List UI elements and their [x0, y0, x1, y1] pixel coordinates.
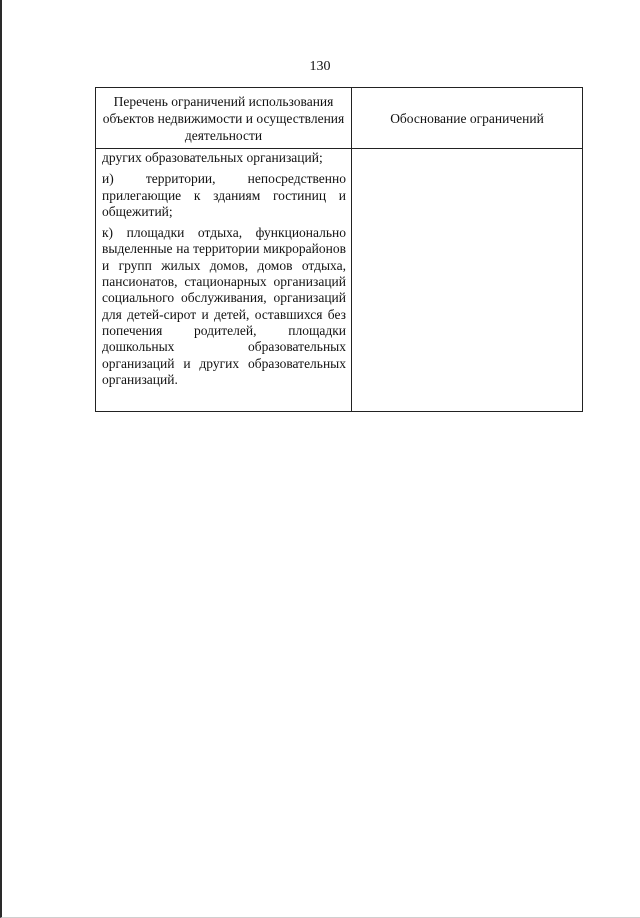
table-header-row: [96, 88, 583, 149]
restrictions-cell: [96, 149, 352, 412]
restrictions-table: [95, 87, 583, 412]
list-item-continuation: других образовательных организаций;: [102, 150, 323, 165]
justification-cell: [352, 149, 583, 412]
list-item-i: и) территории, непосредственно прилегающие к зданиям гостиниц и общежитий;: [102, 171, 346, 219]
header-restrictions-list: Перечень ограничений использования объектов недвижимости и осуществления деятельности: [96, 88, 352, 149]
header-justification: Обоснование ограничений: [352, 88, 583, 149]
list-item-k: к) площадки отдыха, функционально выделенные на территории микрорайонов и групп жилых домов, домов отдыха, пансионатов, стационарных организаций социального обслуживания, организаций для детей-сирот и детей, оставшихся без попечения родителей, площадки дошкольных образовательных организаций и других образовательных организаций.: [102, 225, 346, 387]
table-row: [96, 149, 583, 412]
page-number: 130: [309, 59, 331, 74]
